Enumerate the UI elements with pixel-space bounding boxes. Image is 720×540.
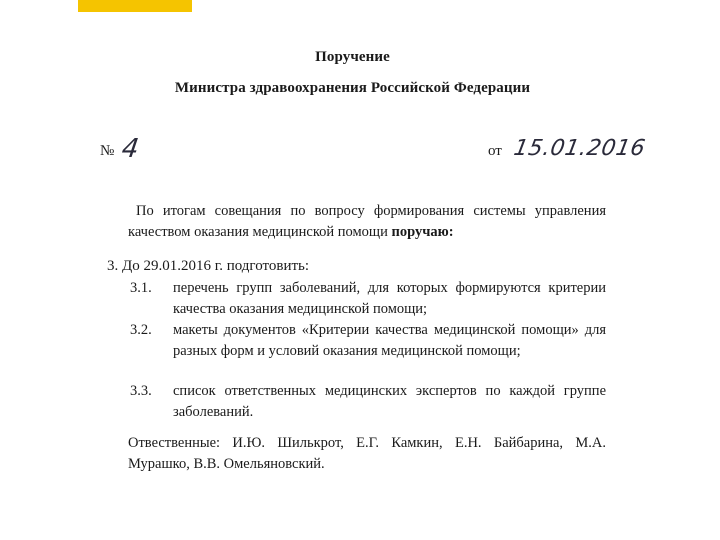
number-label: №	[100, 143, 115, 159]
subitem-text: список ответственных медицинских экспертов по каждой группе заболеваний.	[173, 383, 606, 420]
subitem-text: перечень групп заболеваний, для которых формируются критерии качества оказания медицинской помощи;	[173, 280, 606, 317]
subitem-number: 3.1.	[130, 280, 152, 296]
subitem	[130, 381, 606, 423]
number-date-row	[100, 134, 648, 170]
date-label: от	[488, 143, 502, 159]
subitem	[130, 278, 606, 320]
document-subtitle: Министра здравоохранения Российской Федерации	[174, 80, 531, 96]
intro-bold: поручаю:	[391, 224, 454, 240]
accent-bar	[78, 0, 192, 12]
subitem-number: 3.3.	[130, 383, 152, 399]
date-value-handwritten: 15.01.2016	[511, 136, 648, 161]
responsible-persons: Отвественные: И.Ю. Шилькрот, Е.Г. Камкин, Е.Н. Байбарина, М.А. Мурашко, В.В. Омельяновский.	[128, 435, 606, 472]
document-title: Поручение	[315, 49, 390, 65]
number-value-handwritten: 4	[119, 134, 141, 164]
subitem-text: макеты документов «Критерии качества медицинской помощи» для разных форм и условий оказания медицинской помощи;	[173, 322, 606, 359]
subitem-number: 3.2.	[130, 322, 152, 338]
intro-text: По итогам совещания по вопросу формирования системы управления качеством оказания медицинской помощи	[128, 203, 606, 240]
intro-paragraph	[128, 201, 606, 243]
item-heading: 3. До 29.01.2016 г. подготовить:	[107, 258, 310, 274]
subitem	[130, 320, 606, 362]
